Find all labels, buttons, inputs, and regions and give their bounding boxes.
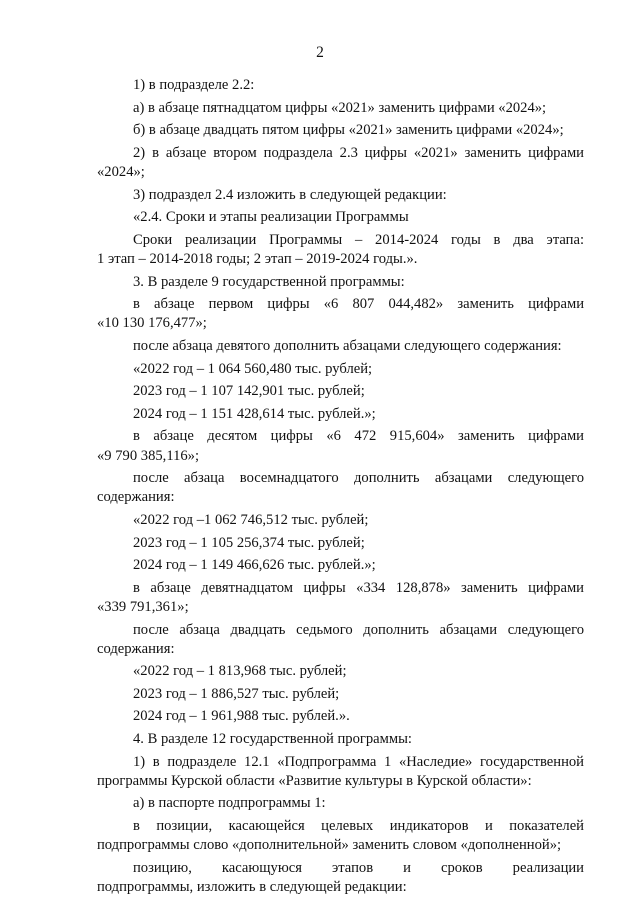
paragraph-line: 2) в абзаце втором подраздела 2.3 цифры «2021» заменить цифрами [133, 144, 584, 161]
paragraph-line: в абзаце десятом цифры «6 472 915,604» заменить цифрами [133, 428, 584, 445]
paragraph [97, 186, 584, 205]
paragraph-line: «2024»; [97, 163, 145, 180]
paragraph [97, 662, 584, 681]
paragraph [97, 382, 584, 401]
paragraph [97, 469, 584, 507]
paragraph-line: позицию, касающуюся этапов и сроков реализации [133, 859, 584, 876]
paragraph-line: программы Курской области «Развитие культуры в Курской области»: [97, 772, 532, 789]
document-body [97, 76, 584, 901]
paragraph-text: 2023 год – 1 105 256,374 тыс. рублей; [133, 534, 365, 551]
paragraph [97, 273, 584, 292]
paragraph [97, 99, 584, 118]
paragraph-line: «339 791,361»; [97, 598, 189, 615]
paragraph-text: после абзаца девятого дополнить абзацами следующего содержания: [133, 337, 562, 354]
paragraph-text: 3. В разделе 9 государственной программы: [133, 273, 405, 290]
paragraph-text: 2024 год – 1 149 466,626 тыс. рублей.»; [133, 557, 376, 574]
paragraph [97, 579, 584, 617]
paragraph [97, 337, 584, 356]
paragraph [97, 511, 584, 530]
paragraph-text: «2022 год –1 062 746,512 тыс. рублей; [133, 511, 369, 528]
paragraph [97, 427, 584, 465]
paragraph-text: «2022 год – 1 064 560,480 тыс. рублей; [133, 360, 373, 377]
paragraph-line: «9 790 385,116»; [97, 447, 200, 464]
paragraph-line: в позиции, касающейся целевых индикаторов и показателей [133, 818, 584, 835]
paragraph [97, 231, 584, 269]
paragraph-text: 2023 год – 1 886,527 тыс. рублей; [133, 685, 340, 702]
paragraph [97, 817, 584, 855]
paragraph [97, 859, 584, 897]
paragraph-text: а) в паспорте подпрограммы 1: [133, 795, 326, 812]
paragraph-line: «10 130 176,477»; [97, 315, 207, 332]
paragraph [97, 144, 584, 182]
paragraph-text: б) в абзаце двадцать пятом цифры «2021» заменить цифрами «2024»; [133, 122, 564, 139]
paragraph-line: 1) в подразделе 12.1 «Подпрограмма 1 «Наследие» государственной [133, 753, 584, 770]
paragraph [97, 208, 584, 227]
paragraph [97, 121, 584, 140]
paragraph-line: в абзаце девятнадцатом цифры «334 128,878» заменить цифрами [133, 579, 584, 596]
paragraph-text: а) в абзаце пятнадцатом цифры «2021» заменить цифрами «2024»; [133, 99, 547, 116]
paragraph [97, 707, 584, 726]
paragraph-line: содержания: [97, 489, 175, 506]
paragraph-line: Сроки реализации Программы – 2014-2024 годы в два этапа: [133, 231, 584, 248]
paragraph [97, 685, 584, 704]
paragraph-text: «2.4. Сроки и этапы реализации Программы [133, 209, 409, 226]
paragraph-line: после абзаца двадцать седьмого дополнить абзацами следующего [133, 621, 584, 638]
paragraph [97, 360, 584, 379]
paragraph-text: 1) в подразделе 2.2: [133, 77, 255, 93]
paragraph-text: 3) подраздел 2.4 изложить в следующей редакции: [133, 186, 447, 203]
paragraph-text: 2024 год – 1 961,988 тыс. рублей.». [133, 708, 350, 725]
paragraph-line: в абзаце первом цифры «6 807 044,482» заменить цифрами [133, 296, 584, 313]
paragraph [97, 621, 584, 659]
paragraph-line: подпрограммы слово «дополнительной» заменить словом «дополненной»; [97, 837, 562, 854]
paragraph-text: 4. В разделе 12 государственной программы: [133, 731, 412, 748]
paragraph-line: подпрограммы, изложить в следующей редакции: [97, 879, 407, 896]
paragraph-text: «2022 год – 1 813,968 тыс. рублей; [133, 663, 347, 680]
page-number: 2 [316, 44, 324, 61]
paragraph [97, 556, 584, 575]
paragraph [97, 295, 584, 333]
paragraph-text: 2023 год – 1 107 142,901 тыс. рублей; [133, 383, 365, 400]
paragraph [97, 730, 584, 749]
paragraph [97, 76, 584, 95]
paragraph-text: 2024 год – 1 151 428,614 тыс. рублей.»; [133, 405, 376, 422]
paragraph [97, 794, 584, 813]
paragraph-line: 1 этап – 2014-2018 годы; 2 этап – 2019-2024 годы.». [97, 250, 418, 267]
paragraph-line: содержания: [97, 640, 175, 657]
paragraph [97, 753, 584, 791]
paragraph [97, 534, 584, 553]
paragraph [97, 405, 584, 424]
paragraph-line: после абзаца восемнадцатого дополнить абзацами следующего [133, 470, 584, 487]
